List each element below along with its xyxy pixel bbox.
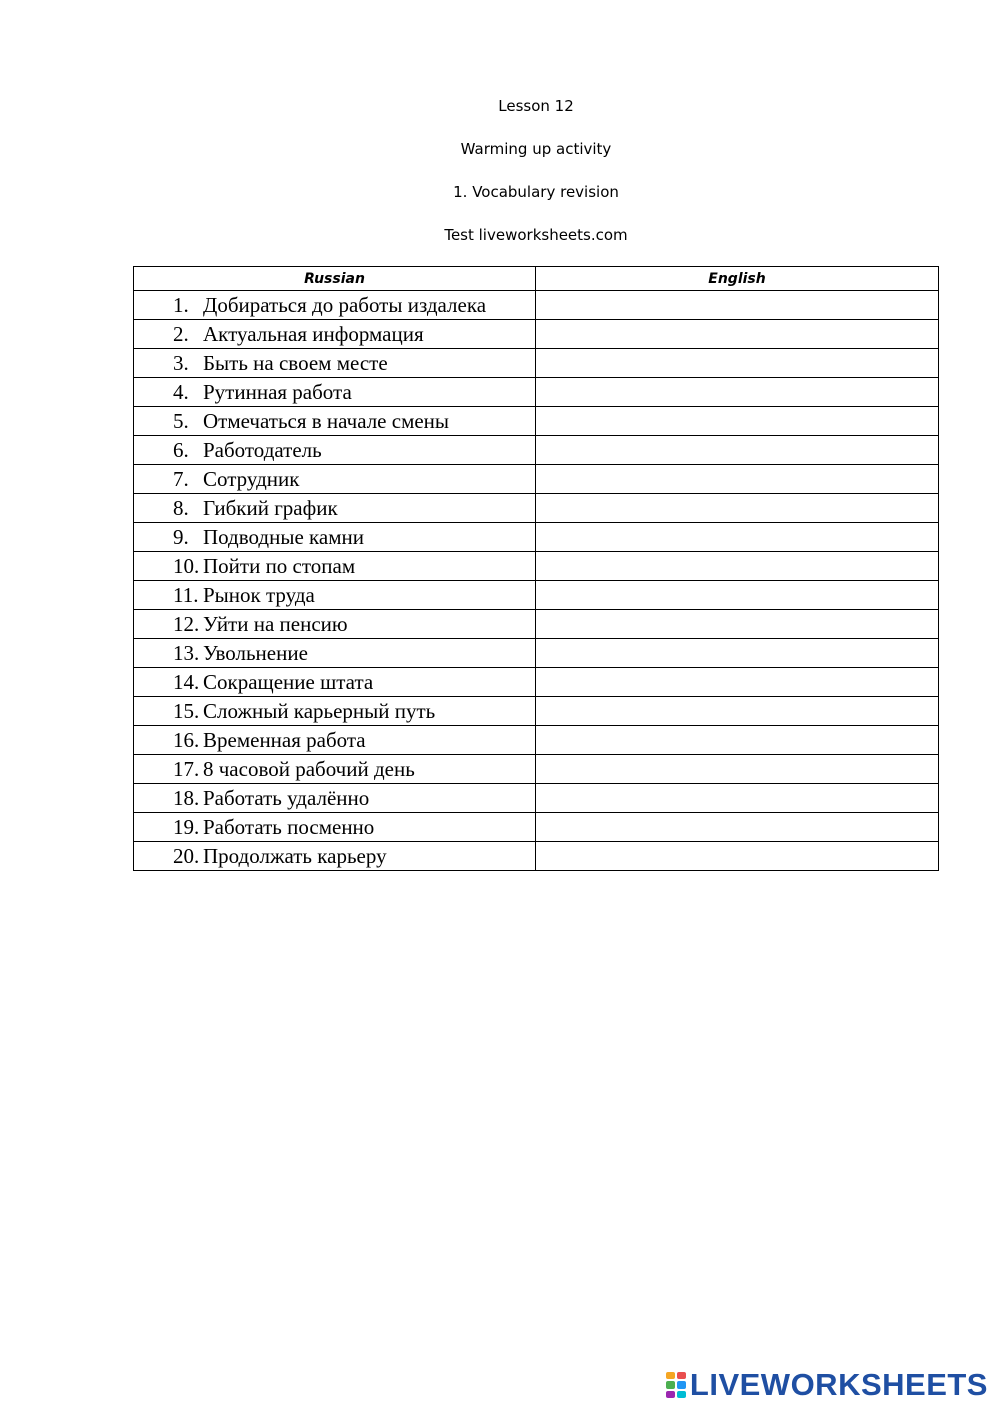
- english-answer-input[interactable]: [536, 756, 938, 783]
- vocabulary-table: [133, 266, 939, 871]
- english-answer-input[interactable]: [536, 727, 938, 754]
- table-row: [134, 291, 939, 320]
- russian-term-cell: [134, 552, 536, 581]
- table-row: [134, 610, 939, 639]
- russian-term-cell: [134, 378, 536, 407]
- table-row: [134, 726, 939, 755]
- russian-term-cell: [134, 813, 536, 842]
- english-answer-cell[interactable]: [536, 639, 939, 668]
- russian-term: 8 часовой рабочий день: [203, 756, 415, 781]
- russian-term: Работать удалённо: [203, 785, 370, 810]
- russian-term: Уйти на пенсию: [203, 611, 348, 636]
- russian-term-cell: [134, 320, 536, 349]
- russian-term-cell: [134, 436, 536, 465]
- english-answer-input[interactable]: [536, 843, 938, 870]
- table-row: [134, 697, 939, 726]
- english-answer-input[interactable]: [536, 321, 938, 348]
- english-answer-cell[interactable]: [536, 610, 939, 639]
- table-row: [134, 755, 939, 784]
- english-answer-input[interactable]: [536, 466, 938, 493]
- item-number: 12.: [173, 611, 200, 636]
- item-number: 13.: [173, 640, 200, 665]
- logo-blocks-icon: [666, 1372, 686, 1398]
- english-answer-cell[interactable]: [536, 494, 939, 523]
- russian-term-cell: [134, 784, 536, 813]
- russian-term: Продолжать карьеру: [203, 843, 387, 868]
- russian-term-cell: [134, 407, 536, 436]
- russian-term-cell: [134, 668, 536, 697]
- english-answer-input[interactable]: [536, 640, 938, 667]
- item-number: 20.: [173, 843, 200, 868]
- english-answer-cell[interactable]: [536, 842, 939, 871]
- russian-term-cell: [134, 494, 536, 523]
- russian-term: Отмечаться в начале смены: [203, 408, 450, 433]
- english-answer-input[interactable]: [536, 553, 938, 580]
- table-row: [134, 784, 939, 813]
- item-number: 2.: [173, 321, 189, 346]
- english-answer-cell[interactable]: [536, 581, 939, 610]
- english-answer-input[interactable]: [536, 698, 938, 725]
- item-number: 14.: [173, 669, 200, 694]
- english-answer-input[interactable]: [536, 611, 938, 638]
- table-row: [134, 581, 939, 610]
- table-row: [134, 668, 939, 697]
- section-title: 1. Vocabulary revision: [453, 183, 619, 201]
- item-number: 3.: [173, 350, 189, 375]
- russian-term-cell: [134, 842, 536, 871]
- english-answer-cell[interactable]: [536, 784, 939, 813]
- item-number: 7.: [173, 466, 189, 491]
- english-answer-input[interactable]: [536, 785, 938, 812]
- russian-term: Работодатель: [203, 437, 322, 462]
- logo-block: [677, 1372, 686, 1379]
- english-answer-input[interactable]: [536, 814, 938, 841]
- english-answer-cell[interactable]: [536, 320, 939, 349]
- english-answer-cell[interactable]: [536, 378, 939, 407]
- russian-term-cell: [134, 610, 536, 639]
- table-header-row: [134, 267, 939, 291]
- table-row: [134, 349, 939, 378]
- english-answer-input[interactable]: [536, 524, 938, 551]
- russian-term: Сокращение штата: [203, 669, 374, 694]
- table-row: [134, 378, 939, 407]
- logo-text: LIVEWORKSHEETS: [689, 1367, 988, 1402]
- item-number: 6.: [173, 437, 189, 462]
- english-answer-cell[interactable]: [536, 697, 939, 726]
- table-row: [134, 320, 939, 349]
- activity-title: Warming up activity: [460, 140, 612, 158]
- english-answer-input[interactable]: [536, 669, 938, 696]
- item-number: 19.: [173, 814, 200, 839]
- item-number: 18.: [173, 785, 200, 810]
- liveworksheets-logo: [666, 1367, 988, 1402]
- header-english: English: [536, 267, 939, 291]
- russian-term: Увольнение: [203, 640, 308, 665]
- russian-term-cell: [134, 639, 536, 668]
- english-answer-cell[interactable]: [536, 436, 939, 465]
- english-answer-input[interactable]: [536, 408, 938, 435]
- russian-term-cell: [134, 755, 536, 784]
- russian-term: Актуальная информация: [203, 321, 424, 346]
- english-answer-cell[interactable]: [536, 349, 939, 378]
- russian-term-cell: [134, 291, 536, 320]
- table-row: [134, 523, 939, 552]
- english-answer-cell[interactable]: [536, 552, 939, 581]
- english-answer-cell[interactable]: [536, 465, 939, 494]
- russian-term: Рутинная работа: [203, 379, 352, 404]
- table-row: [134, 813, 939, 842]
- item-number: 10.: [173, 553, 200, 578]
- logo-block: [677, 1391, 686, 1398]
- russian-term: Рынок труда: [203, 582, 315, 607]
- english-answer-cell[interactable]: [536, 755, 939, 784]
- item-number: 9.: [173, 524, 189, 549]
- lesson-title: Lesson 12: [498, 97, 574, 115]
- russian-term: Гибкий график: [203, 495, 338, 520]
- english-answer-input[interactable]: [536, 582, 938, 609]
- russian-term-cell: [134, 726, 536, 755]
- english-answer-input[interactable]: [536, 292, 938, 319]
- russian-term: Пойти по стопам: [203, 553, 356, 578]
- english-answer-cell[interactable]: [536, 407, 939, 436]
- logo-block: [666, 1391, 675, 1398]
- item-number: 8.: [173, 495, 189, 520]
- logo-block: [677, 1381, 686, 1388]
- russian-term-cell: [134, 465, 536, 494]
- test-title: Test liveworksheets.com: [444, 226, 628, 244]
- russian-term-cell: [134, 581, 536, 610]
- russian-term: Добираться до работы издалека: [203, 292, 487, 317]
- russian-term-cell: [134, 697, 536, 726]
- russian-term: Подводные камни: [203, 524, 364, 549]
- english-answer-input[interactable]: [536, 437, 938, 464]
- item-number: 11.: [173, 582, 199, 607]
- table-row: [134, 436, 939, 465]
- english-answer-input[interactable]: [536, 350, 938, 377]
- item-number: 1.: [173, 292, 189, 317]
- russian-term: Сотрудник: [203, 466, 300, 491]
- logo-block: [666, 1372, 675, 1379]
- table-row: [134, 407, 939, 436]
- english-answer-input[interactable]: [536, 495, 938, 522]
- item-number: 15.: [173, 698, 200, 723]
- english-answer-cell[interactable]: [536, 726, 939, 755]
- english-answer-cell[interactable]: [536, 523, 939, 552]
- table-row: [134, 494, 939, 523]
- russian-term: Временная работа: [203, 727, 366, 752]
- table-row: [134, 465, 939, 494]
- russian-term: Работать посменно: [203, 814, 375, 839]
- table-row: [134, 639, 939, 668]
- item-number: 16.: [173, 727, 200, 752]
- russian-term: Сложный карьерный путь: [203, 698, 436, 723]
- english-answer-input[interactable]: [536, 379, 938, 406]
- item-number: 17.: [173, 756, 200, 781]
- english-answer-cell[interactable]: [536, 668, 939, 697]
- russian-term-cell: [134, 523, 536, 552]
- english-answer-cell[interactable]: [536, 291, 939, 320]
- header-russian: Russian: [134, 267, 536, 291]
- item-number: 4.: [173, 379, 189, 404]
- table-row: [134, 842, 939, 871]
- english-answer-cell[interactable]: [536, 813, 939, 842]
- table-row: [134, 552, 939, 581]
- item-number: 5.: [173, 408, 189, 433]
- russian-term-cell: [134, 349, 536, 378]
- russian-term: Быть на своем месте: [203, 350, 388, 375]
- logo-block: [666, 1381, 675, 1388]
